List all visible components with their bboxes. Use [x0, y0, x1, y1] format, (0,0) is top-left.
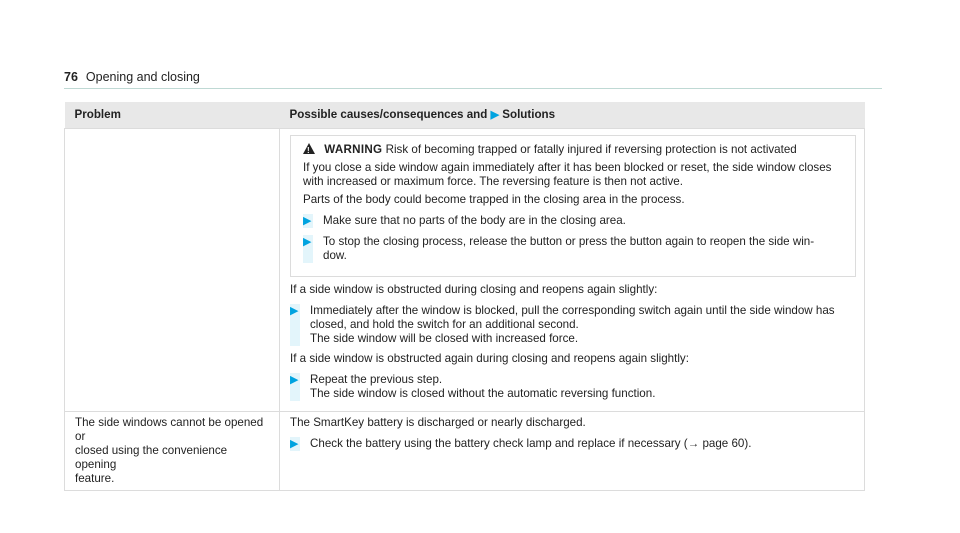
- step-line: closed, and hold the switch for an additional second.: [310, 318, 579, 331]
- column-header-solutions-suffix: Solutions: [502, 108, 556, 121]
- problem-cell: [65, 412, 280, 491]
- warning-triangle-icon: [303, 143, 315, 154]
- table-row: [65, 129, 865, 412]
- column-header-solutions: [280, 102, 865, 129]
- column-header-solutions-prefix: Possible causes/consequences and: [289, 108, 488, 121]
- step-line: Repeat the previous step.: [310, 373, 443, 386]
- solutions-cell: [280, 412, 865, 491]
- step-line: dow.: [323, 249, 347, 262]
- step-text: [310, 373, 856, 401]
- step-line: The side window will be closed with increased force.: [310, 332, 579, 345]
- warning-heading: [303, 143, 845, 157]
- warning-paragraph-line: If you close a side window again immediately after it has been blocked or reset, the side window closes: [303, 161, 832, 174]
- cause-text: The SmartKey battery is discharged or nearly discharged.: [290, 416, 586, 429]
- step-text: [323, 235, 845, 263]
- warning-paragraph: [303, 161, 845, 189]
- warning-box: [290, 135, 856, 277]
- warning-paragraph-line: with increased or maximum force. The reversing feature is then not active.: [303, 175, 683, 188]
- page-header: [64, 70, 200, 84]
- arrow-right-icon: ▶: [303, 236, 312, 248]
- arrow-right-icon: ▶: [303, 215, 312, 227]
- condition-text: If a side window is obstructed again during closing and reopens again slightly:: [290, 352, 689, 365]
- column-header-problem: Problem: [65, 102, 280, 129]
- step-bar: [290, 373, 300, 401]
- solutions-cell: [280, 129, 865, 412]
- table-header-row: [65, 102, 865, 129]
- problem-cell-empty: [65, 129, 280, 412]
- solution-step: [290, 304, 856, 346]
- step-line: Immediately after the window is blocked, pull the corresponding switch again until the side window has: [310, 304, 835, 317]
- step-bar: [290, 304, 300, 346]
- step-bar: [303, 235, 313, 263]
- solution-step: [290, 437, 856, 451]
- problem-solutions-table: [64, 102, 865, 491]
- step-text: Make sure that no parts of the body are in the closing area.: [323, 214, 626, 227]
- table-row: [65, 412, 865, 491]
- step-line: To stop the closing process, release the button or press the button again to reopen the side win-: [323, 235, 815, 248]
- warning-intro: Risk of becoming trapped or fatally injured if reversing protection is not activated: [385, 143, 797, 156]
- warning-paragraph: Parts of the body could become trapped in the closing area in the process.: [303, 193, 685, 206]
- section-title: Opening and closing: [85, 70, 200, 84]
- arrow-right-icon: ▶: [290, 438, 299, 450]
- step-text: Check the battery using the battery check lamp and replace if necessary (→ page 60).: [310, 437, 752, 450]
- step-line: The side window is closed without the automatic reversing function.: [310, 387, 656, 400]
- condition-text: If a side window is obstructed during closing and reopens again slightly:: [290, 283, 658, 296]
- arrow-right-icon: ▶: [290, 305, 299, 317]
- warning-title: WARNING: [324, 143, 383, 156]
- problem-line: The side windows cannot be opened or: [75, 416, 264, 443]
- arrow-right-icon: ▶: [290, 374, 299, 386]
- solution-step: [290, 373, 856, 401]
- header-divider: [64, 88, 882, 89]
- step-text: [310, 304, 856, 346]
- arrow-right-icon: ▶: [490, 109, 500, 121]
- step-bar: [303, 214, 313, 228]
- problem-line: feature.: [75, 472, 115, 485]
- warning-step: [303, 235, 845, 263]
- step-bar: [290, 437, 300, 451]
- page-number: 76: [64, 70, 78, 84]
- problem-line: closed using the convenience opening: [75, 444, 228, 471]
- warning-step: [303, 214, 845, 228]
